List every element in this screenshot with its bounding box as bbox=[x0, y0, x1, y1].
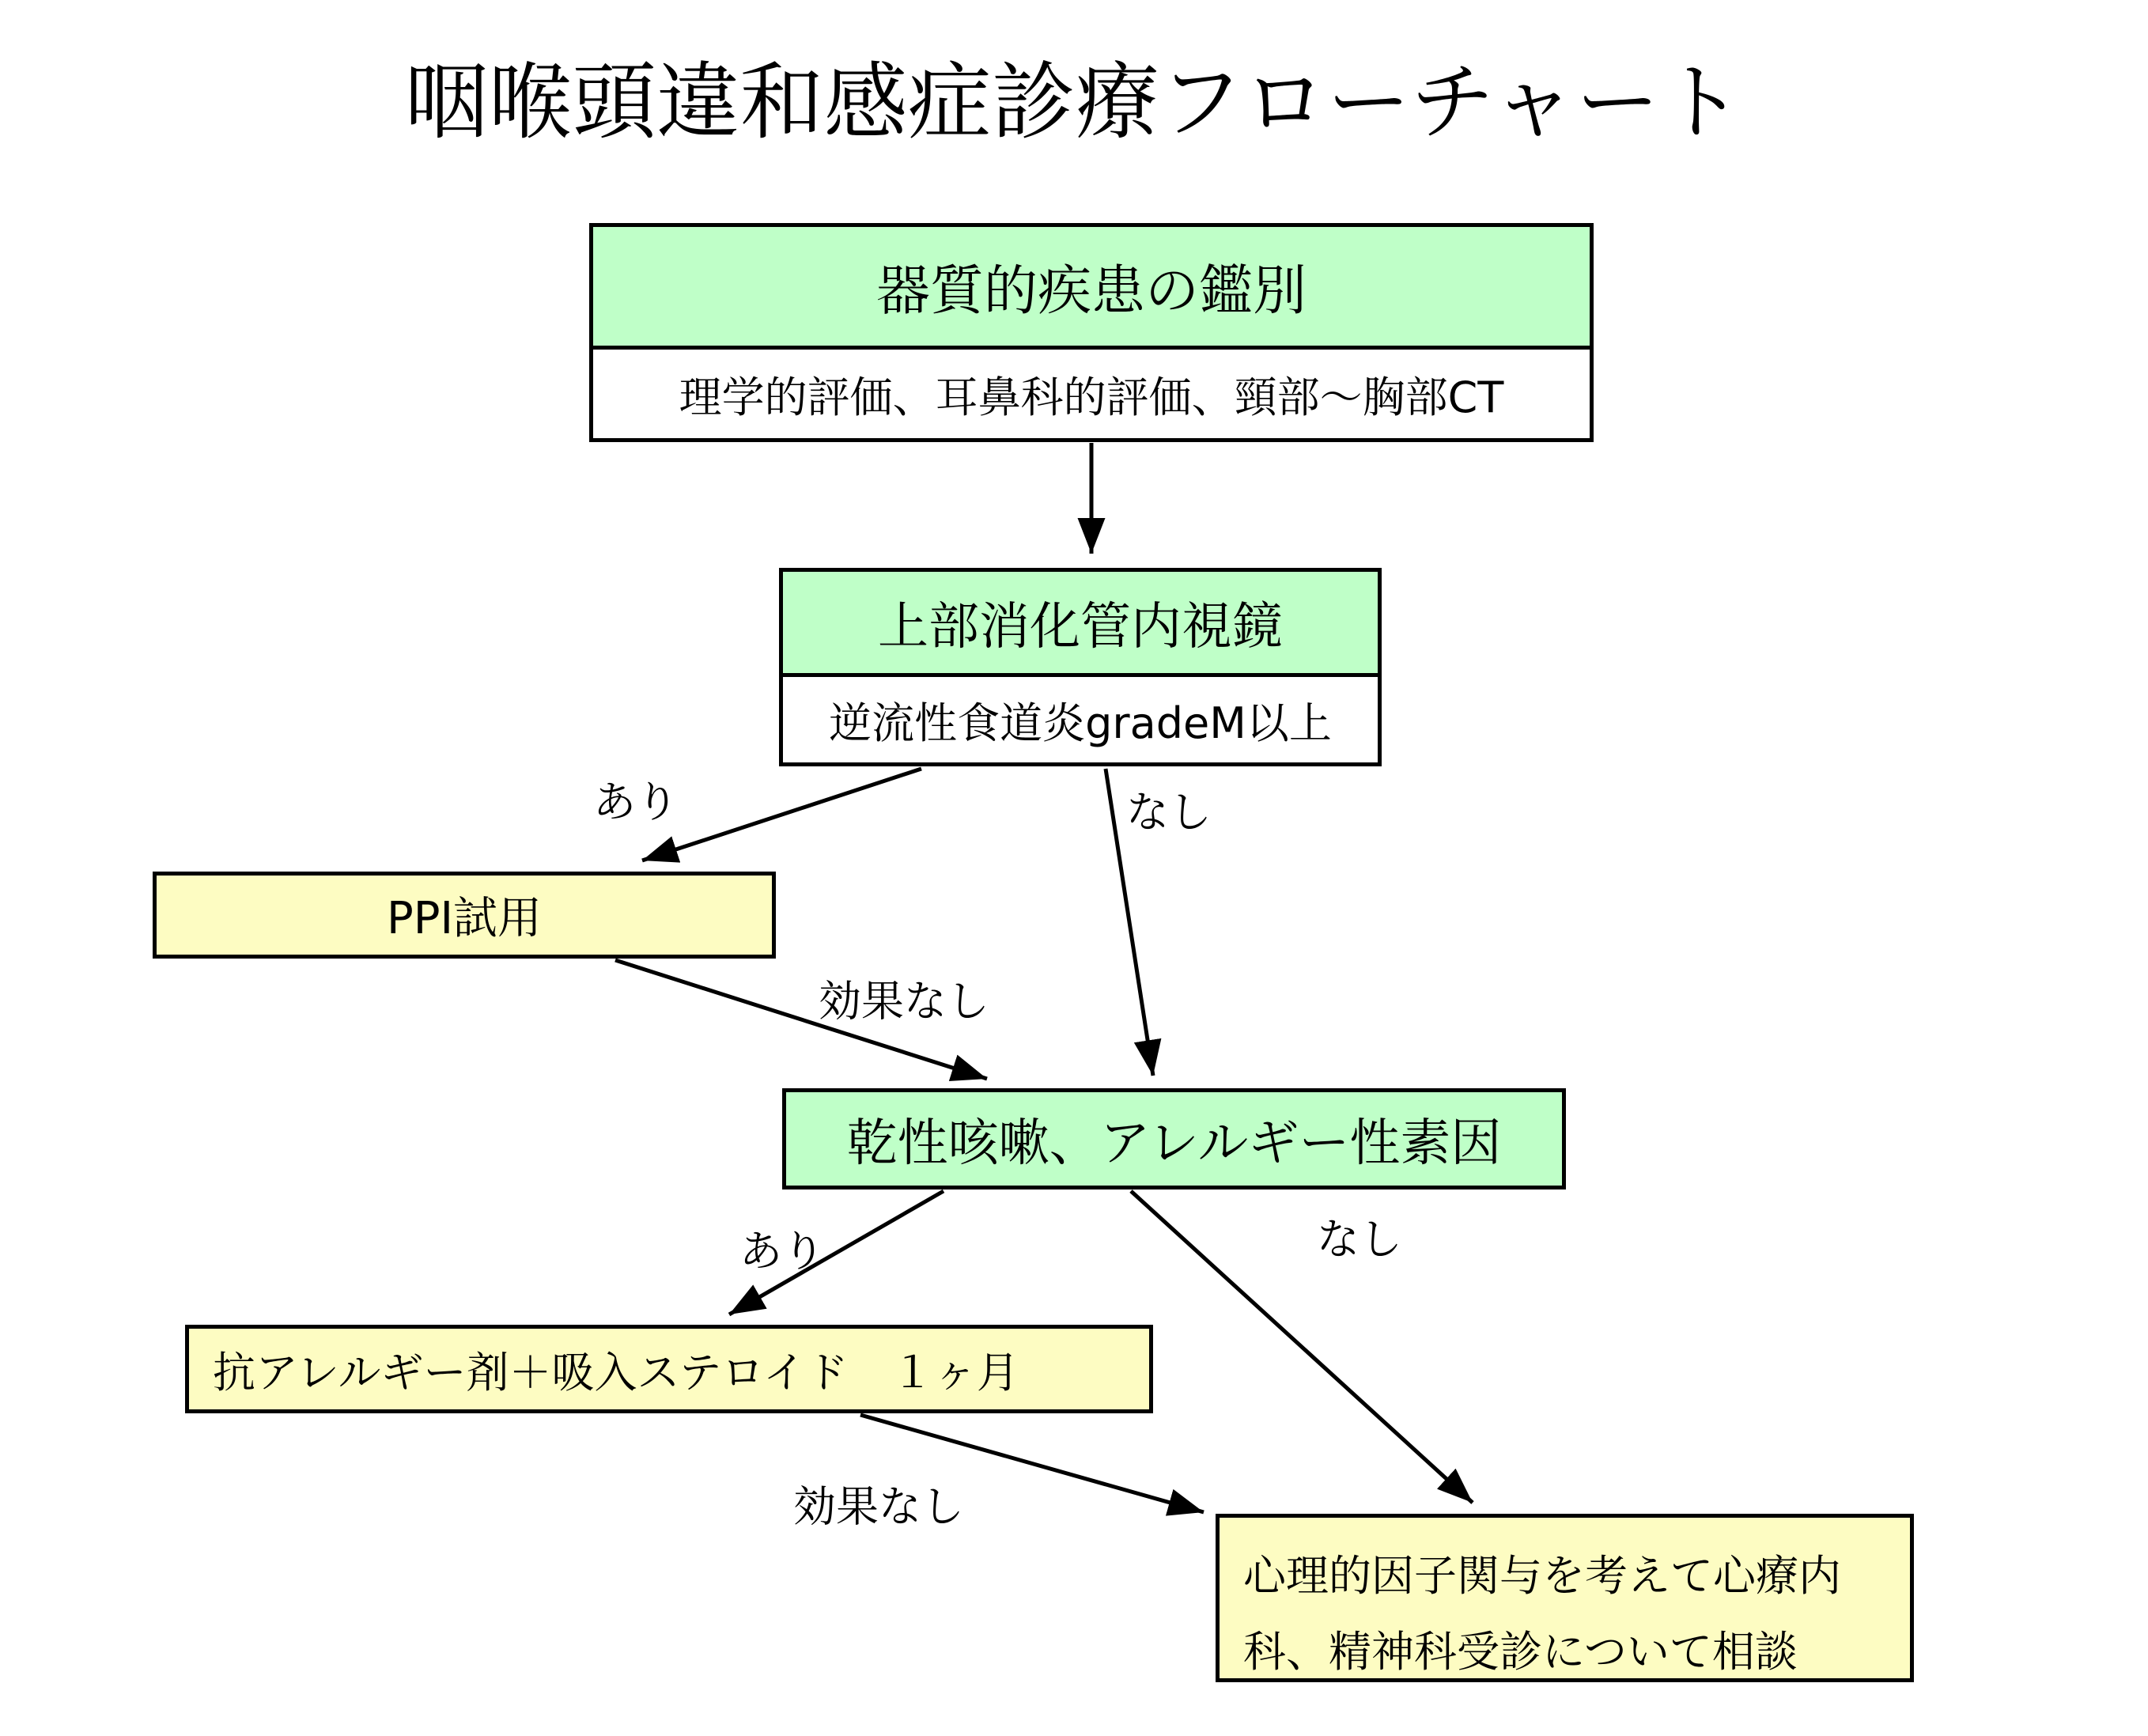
edge-label-cough-no: なし bbox=[1317, 1214, 1402, 1265]
edge-label-endoscopy-no: なし bbox=[1126, 787, 1212, 838]
psychological-consult-line1: 心理的因子関与を考えて心療内 bbox=[1243, 1551, 1841, 1601]
node-endoscopy bbox=[779, 568, 1382, 766]
node-organic-disease-detail: 理学的評価、耳鼻科的評価、頸部〜胸部CT bbox=[593, 346, 1590, 438]
node-endoscopy-detail: 逆流性食道炎gradeM以上 bbox=[783, 673, 1378, 762]
arrow-cough-to-psych bbox=[1131, 1191, 1473, 1503]
node-ppi-trial bbox=[153, 872, 776, 959]
edge-label-ppi-no-effect: 効果なし bbox=[819, 976, 989, 1027]
psychological-consult-line2: 科、精神科受診について相談 bbox=[1243, 1627, 1798, 1677]
node-ppi-trial-label: PPI試用 bbox=[386, 893, 543, 944]
node-psychological-consult-label bbox=[1220, 1518, 1910, 1690]
node-anti-allergy-steroid bbox=[185, 1325, 1153, 1413]
edge-label-anti-allergy-no-effect: 効果なし bbox=[793, 1481, 964, 1532]
node-dry-cough-allergy bbox=[782, 1088, 1566, 1189]
edge-label-endoscopy-yes: あり bbox=[593, 777, 679, 827]
node-dry-cough-allergy-label: 乾性咳嗽、アレルギー性素因 bbox=[846, 1114, 1502, 1173]
node-psychological-consult bbox=[1216, 1514, 1914, 1682]
node-organic-disease bbox=[589, 223, 1594, 442]
node-anti-allergy-steroid-label: 抗アレルギー剤＋吸入ステロイド １ヶ月 bbox=[213, 1347, 1019, 1397]
edge-label-cough-yes: あり bbox=[739, 1226, 825, 1276]
node-endoscopy-header: 上部消化管内視鏡 bbox=[783, 572, 1378, 673]
node-organic-disease-header: 器質的疾患の鑑別 bbox=[593, 227, 1590, 346]
arrow-endoscopy-to-ppi bbox=[642, 769, 921, 860]
page-title: 咽喉頭違和感症診療フローチャート bbox=[404, 54, 1744, 151]
